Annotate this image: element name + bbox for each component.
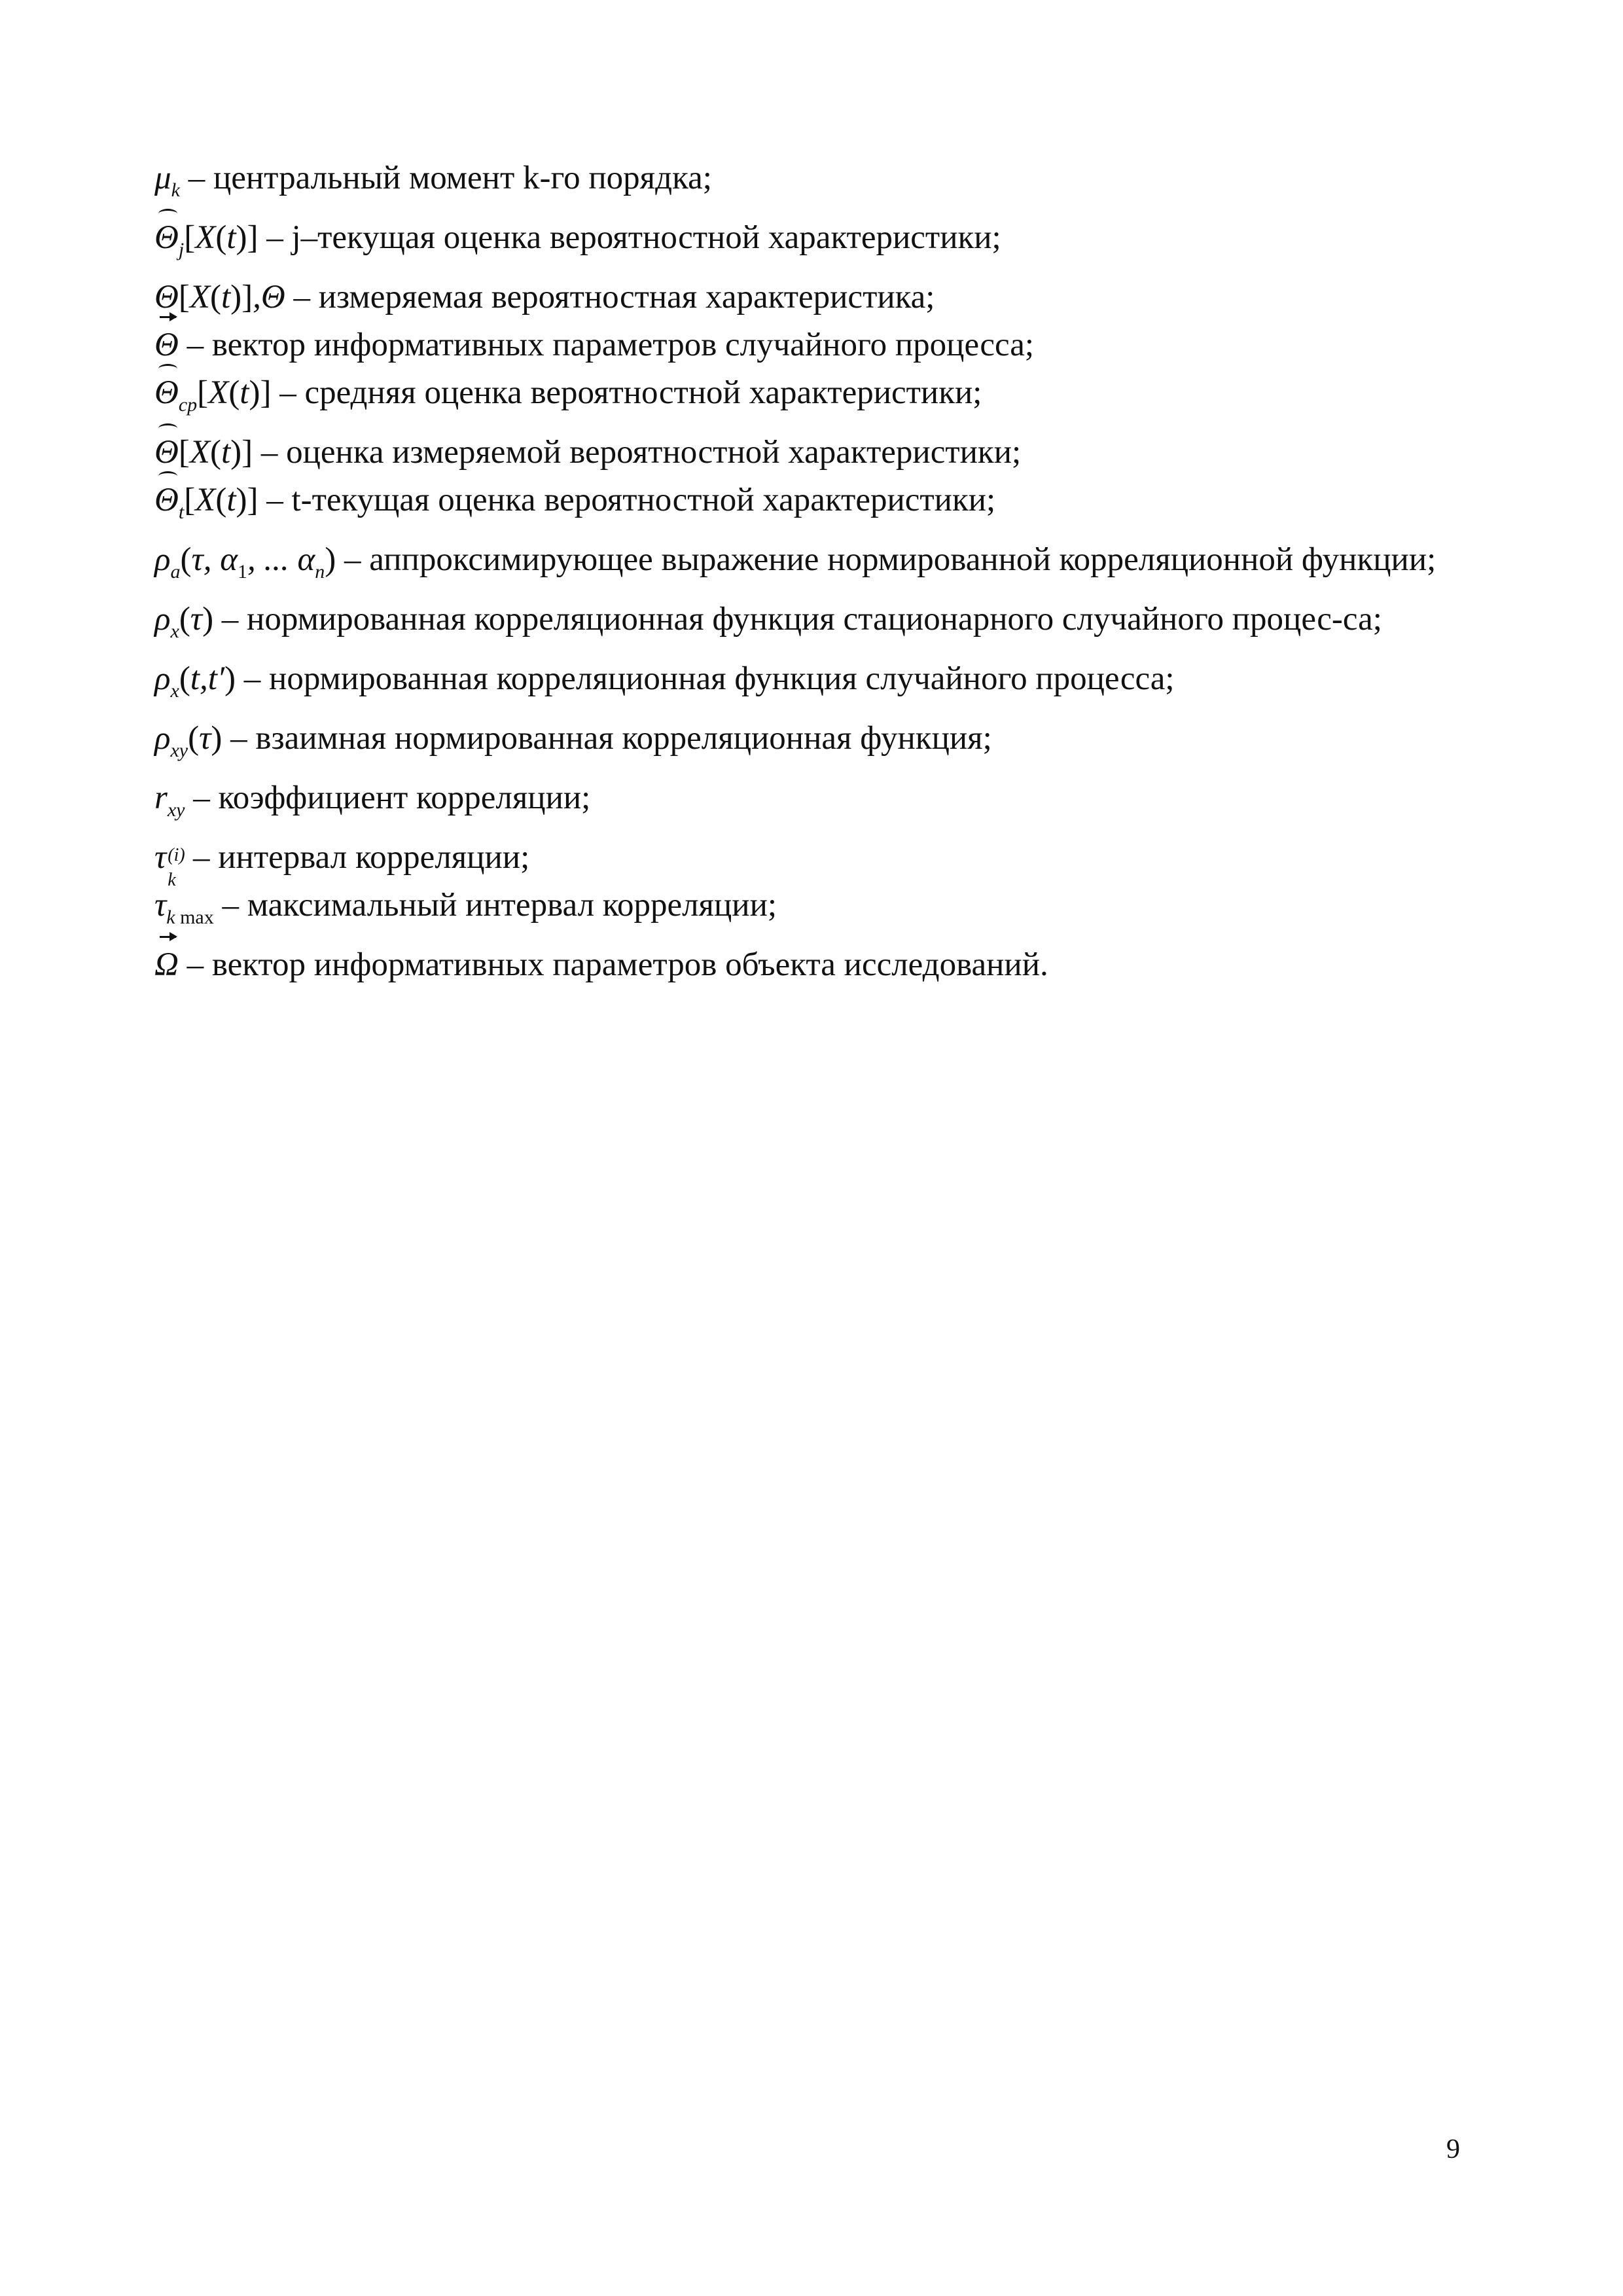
list-item [154,154,1470,214]
symbol-omega-vector: Ω [154,946,179,983]
entry-text: – интервал корреляции; [185,839,530,876]
list-item [154,369,1470,429]
list-item [154,715,1470,774]
list-item [154,214,1470,274]
list-item [154,536,1470,596]
list-item [154,882,1470,941]
symbol-theta-hat-t: $\Theta_t[X(t)]$ [154,482,258,518]
list-item [154,274,1470,321]
entry-text: – оценка измеряемой вероятностной характеристики; [253,434,1022,471]
entry-text: – нормированная корреляционная функция случайного процесса; [236,660,1175,697]
entry-text: – вектор информативных параметров объекта исследований. [178,946,1048,983]
entry-text: – вектор информативных параметров случайного процесса; [178,327,1035,363]
symbol-rho-xy: $\rho_{xy}(\tau)$ [154,720,223,761]
symbol-theta-vector: Θ [154,327,179,363]
symbol-rho-x-tt: $\rho_x(t,t')$ [154,660,236,702]
entry-text: – средняя оценка вероятностной характеристики; [271,374,982,411]
list-item [154,774,1470,834]
entry-text: – нормированная корреляционная функция стационарного случайного процес-са; [213,601,1382,637]
list-item [154,429,1470,476]
entry-text: – максимальный интервал корреляции; [213,887,777,924]
entry-text: – взаимная нормированная корреляционная функция; [222,720,992,757]
symbol-theta-hat: Θ[X(t)] [154,434,253,471]
entry-text: – центральный момент k-го порядка; [179,160,712,196]
page-number: 9 [1446,2134,1460,2164]
symbol-theta: Θ[X(t)],Θ [154,279,285,315]
symbol-rho-a: $\rho_a(\tau$, $\alpha_1$, ... $\alpha_n$) [154,541,336,583]
symbol-tau-k-max: $\tau_{k max}$ [154,887,214,928]
entry-text: – t-текущая оценка вероятностной характеристики; [258,482,996,518]
list-item [154,321,1470,369]
entry-text: – коэффициент корреляции; [185,780,591,816]
symbol-theta-hat-sr: $\Theta_{ср}[X(t)]$ [154,374,271,411]
entry-text: – аппроксимирующее выражение нормированной корреляционной функции; [336,541,1436,578]
entry-text: – измеряемая вероятностная характеристика; [285,279,935,315]
symbol-mu-k: $\mu_k$ [154,160,180,201]
list-item [154,941,1470,989]
entry-text: – j–текущая оценка вероятностной характеристики; [258,219,1001,256]
symbol-theta-hat-j: $\Theta_j[X(t)]$ [154,219,258,256]
symbol-rho-x-tau: $\rho_x(\tau)$ [154,601,214,642]
symbol-list [154,154,1470,989]
list-item [154,596,1470,655]
list-item [154,834,1470,890]
symbol-tau-k-i: τ (i) k [154,839,185,890]
list-item [154,476,1470,536]
symbol-r-xy: $r_{xy}$ [154,780,185,821]
list-item [154,655,1470,715]
